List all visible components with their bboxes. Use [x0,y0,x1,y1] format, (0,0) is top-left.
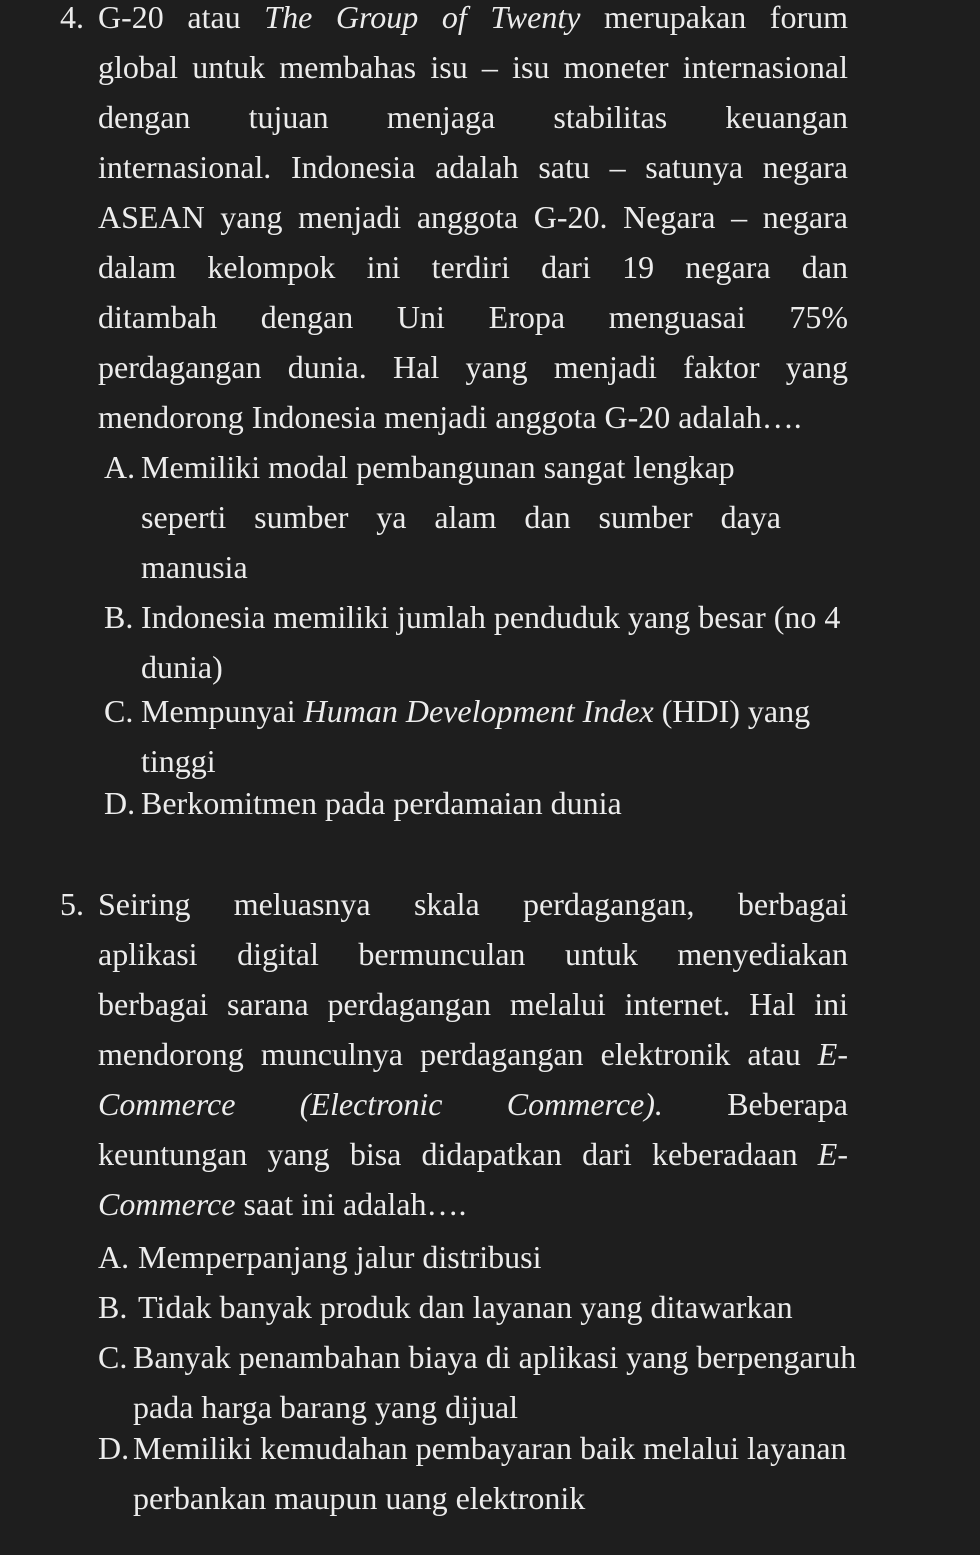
text-run: G-20 atau [98,0,265,35]
text-run: Memiliki kemudahan pembayaran baik melalui layanan [133,1430,847,1466]
question-5-option-c[interactable] [98,1332,958,1425]
text-run: The Group of Twenty [264,0,581,35]
text-line [98,879,848,929]
text-run: saat ini adalah…. [235,1186,467,1222]
text-run: mendorong Indonesia menjadi anggota G-20 adalah…. [98,399,802,435]
option-letter: B. [98,1289,128,1325]
text-line [141,492,781,542]
option-letter: B. [104,599,134,635]
question-5-option-d[interactable] [98,1423,958,1516]
text-run: Berkomitmen pada perdamaian dunia [141,785,622,821]
question-4-option-c-text [141,686,901,786]
question-4-option-b-text [141,592,901,692]
text-line [98,292,848,342]
text-line [133,1423,953,1473]
option-letter: A. [98,1239,130,1275]
text-run: Banyak penambahan biaya di aplikasi yang berpengaruh [133,1339,857,1375]
text-line [98,1029,848,1079]
text-run: ditambah dengan Uni Eropa menguasai 75% [98,299,848,335]
question-4-stem [98,0,848,442]
question-4-number: 4. [60,0,84,35]
text-line [98,1079,848,1129]
text-run: global untuk membahas isu – isu moneter internasional [98,49,848,85]
text-run: berbagai sarana perdagangan melalui internet. Hal ini [98,986,848,1022]
option-letter: C. [98,1339,128,1375]
text-run: perbankan maupun uang elektronik [133,1480,586,1516]
text-run: keuntungan yang bisa didapatkan dari keberadaan [98,1136,818,1172]
text-line [98,42,848,92]
text-line [98,192,848,242]
text-line [141,592,901,642]
text-run: Seiring meluasnya skala perdagangan, berbagai [98,886,848,922]
text-run: Commerce [98,1186,236,1222]
text-line [138,1282,938,1332]
question-5-option-c-text [133,1332,953,1432]
text-run: dalam kelompok ini terdiri dari 19 negara dan [98,249,848,285]
text-run: Memiliki modal pembangunan sangat lengkap [141,449,735,485]
text-line [141,542,781,592]
question-5-option-d-text [133,1423,953,1523]
text-line [98,1179,848,1229]
text-line [141,686,901,736]
question-4-option-a-text [141,442,781,592]
text-run: aplikasi digital bermunculan untuk menyediakan [98,936,848,972]
text-line [98,1129,848,1179]
text-run: E- [817,1136,848,1172]
text-line [141,442,781,492]
text-line [141,778,901,828]
text-run: seperti sumber ya alam dan sumber daya [141,499,781,535]
text-run: Mempunyai [141,693,304,729]
text-run: manusia [141,549,248,585]
text-line [98,0,848,42]
text-run: merupakan forum [580,0,849,35]
option-letter: D. [98,1430,130,1466]
text-line [138,1232,938,1282]
text-run: Beberapa [662,1086,849,1122]
question-4-option-b[interactable] [104,592,924,685]
text-run: Memperpanjang jalur distribusi [138,1239,542,1275]
question-5-option-a-text [138,1232,938,1282]
text-line [98,92,848,142]
question-5-option-a[interactable] [98,1232,958,1282]
option-letter: C. [104,693,134,729]
text-run: dengan tujuan menjaga stabilitas keuangan [98,99,848,135]
question-5-option-b-text [138,1282,938,1332]
text-line [133,1332,953,1382]
question-4-option-a[interactable] [104,442,824,585]
question-5-stem [98,879,848,1229]
text-line [98,342,848,392]
text-line [141,642,901,692]
text-run: Tidak banyak produk dan layanan yang ditawarkan [138,1289,793,1325]
text-run: Indonesia memiliki jumlah penduduk yang besar (no 4 [141,599,841,635]
question-4-option-d[interactable] [104,778,924,828]
text-line [98,929,848,979]
text-run: ASEAN yang menjadi anggota G-20. Negara – negara [98,199,848,235]
text-line [98,142,848,192]
text-run: pada harga barang yang dijual [133,1389,519,1425]
question-4-option-d-text [141,778,901,828]
text-line [98,979,848,1029]
option-letter: A. [104,449,136,485]
text-line [98,242,848,292]
text-run: mendorong munculnya perdagangan elektronik atau [98,1036,818,1072]
question-4-option-c[interactable] [104,686,924,779]
text-run: (HDI) yang [653,693,811,729]
text-run: Human Development Index [303,693,654,729]
text-run: dunia) [141,649,223,685]
text-run: internasional. Indonesia adalah satu – satunya negara [98,149,848,185]
text-run: perdagangan dunia. Hal yang menjadi faktor yang [98,349,848,385]
question-5-number: 5. [60,886,84,922]
text-run: Commerce (Electronic Commerce). [98,1086,663,1122]
text-run: E- [817,1036,848,1072]
text-run: tinggi [141,743,216,779]
option-letter: D. [104,785,136,821]
question-5-option-b[interactable] [98,1282,958,1332]
text-line [98,392,848,442]
text-line [133,1473,953,1523]
